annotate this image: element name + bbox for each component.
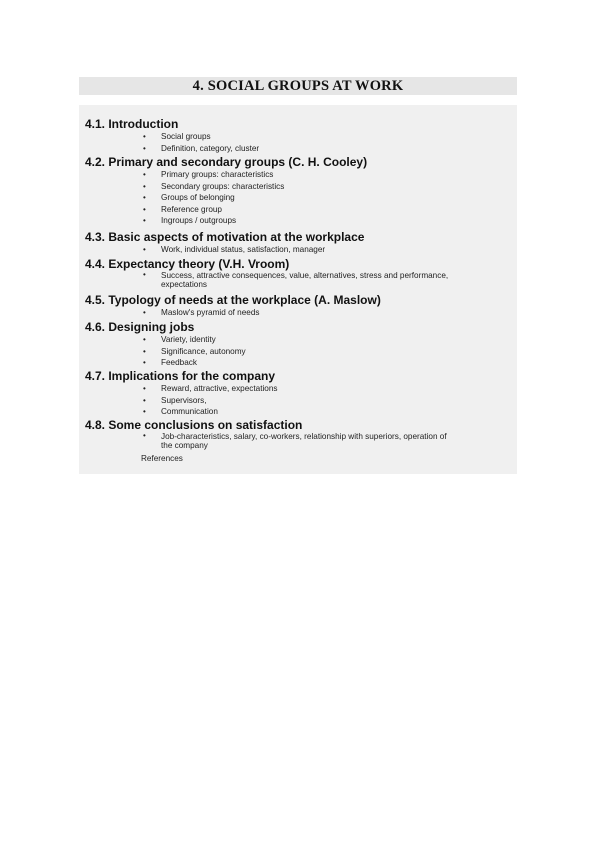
list-item: • Significance, autonomy — [85, 346, 456, 358]
list-item: • Work, individual status, satisfaction, manager — [85, 244, 456, 256]
section-4-3 — [85, 230, 456, 256]
section-title: 4.3. Basic aspects of motivation at the workplace — [85, 230, 365, 244]
item-list — [85, 432, 456, 451]
section-title: 4.2. Primary and secondary groups (C. H. Cooley) — [85, 155, 368, 169]
item-list — [85, 169, 456, 227]
section-4-7 — [85, 369, 456, 418]
section-4-1 — [85, 117, 456, 154]
list-item: • Communication — [85, 406, 456, 418]
list-item: • Feedback — [85, 357, 456, 369]
page-title-bar — [79, 77, 517, 95]
item-list — [85, 271, 456, 290]
section-title: 4.7. Implications for the company — [85, 369, 276, 383]
list-item: • Primary groups: characteristics — [85, 169, 456, 181]
section-4-5 — [85, 293, 456, 319]
list-item: • Ingroups / outgroups — [85, 215, 456, 227]
section-title: 4.6. Designing jobs — [85, 320, 195, 334]
section-4-6 — [85, 320, 456, 369]
section-title: 4.5. Typology of needs at the workplace (A. Maslow) — [85, 293, 381, 307]
item-list — [85, 244, 456, 256]
references-label: References — [141, 454, 183, 463]
section-4-8 — [85, 418, 456, 451]
section-4-4 — [85, 257, 456, 290]
list-item: • Job-characteristics, salary, co-workers, relationship with superiors, operation of the company — [85, 432, 456, 451]
list-item: • Maslow's pyramid of needs — [85, 307, 456, 319]
item-list — [85, 131, 456, 154]
list-item: • Success, attractive consequences, value, alternatives, stress and performance, expectations — [85, 271, 456, 290]
list-item: • Groups of belonging — [85, 192, 456, 204]
list-item: • Reference group — [85, 204, 456, 216]
item-list — [85, 383, 456, 418]
section-title: 4.4. Expectancy theory (V.H. Vroom) — [85, 257, 290, 271]
item-list — [85, 307, 456, 319]
list-item: • Supervisors, — [85, 395, 456, 407]
list-item: • Definition, category, cluster — [85, 143, 456, 155]
section-title: 4.1. Introduction — [85, 117, 179, 131]
list-item: • Secondary groups: characteristics — [85, 181, 456, 193]
section-title: 4.8. Some conclusions on satisfaction — [85, 418, 303, 432]
section-4-2 — [85, 155, 456, 227]
item-list — [85, 334, 456, 369]
list-item: • Reward, attractive, expectations — [85, 383, 456, 395]
page-title: 4. SOCIAL GROUPS AT WORK — [192, 78, 404, 94]
list-item: • Social groups — [85, 131, 456, 143]
contents-panel — [79, 105, 517, 474]
list-item: • Variety, identity — [85, 334, 456, 346]
